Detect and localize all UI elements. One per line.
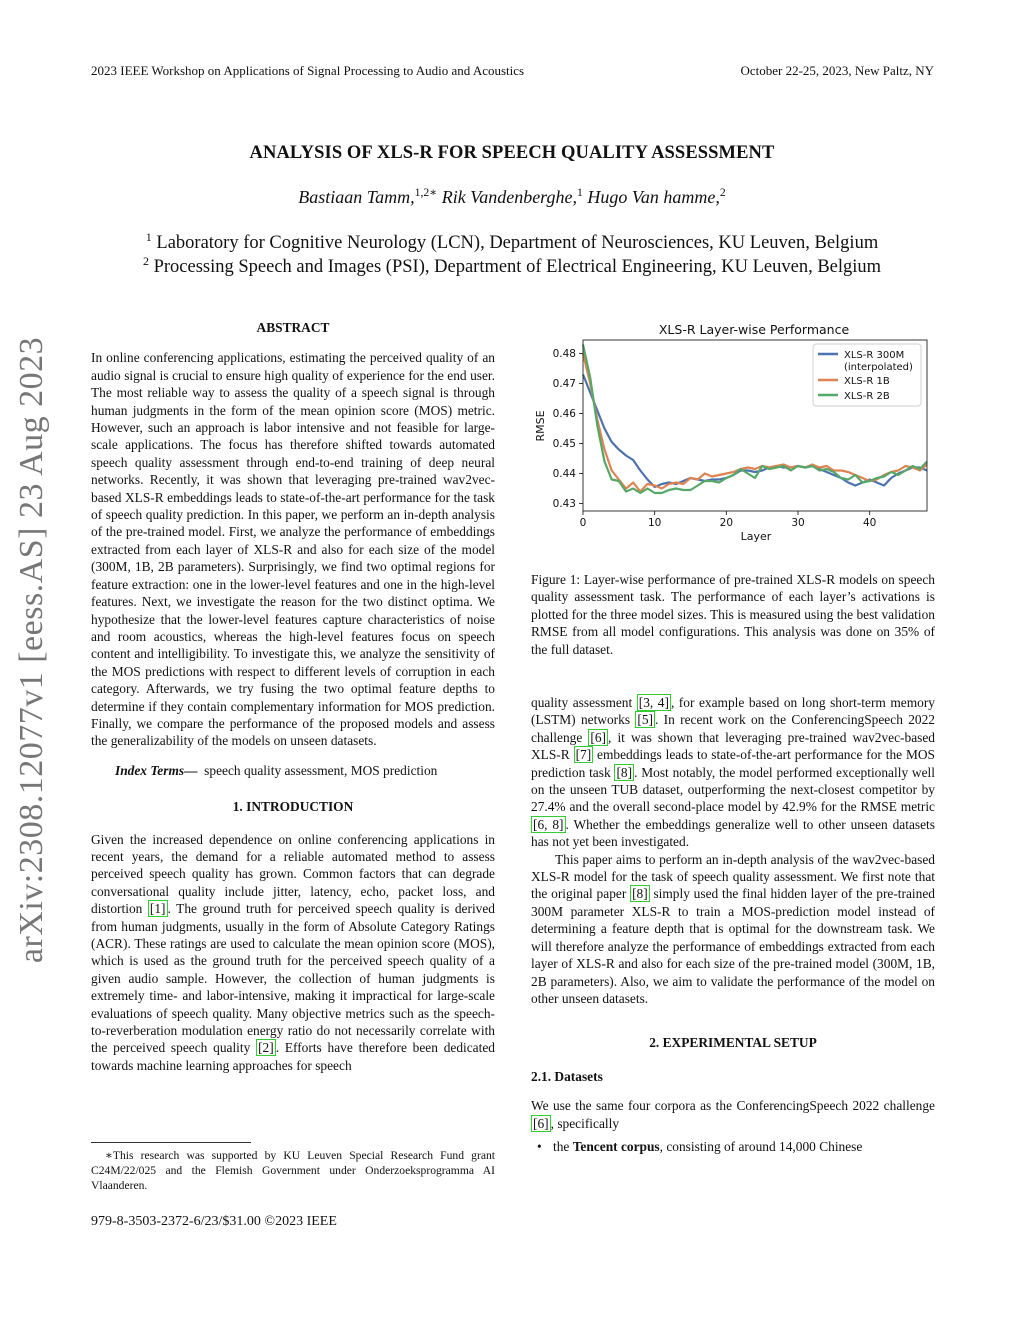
footnote: ∗This research was supported by KU Leuven Special Research Fund grant C24M/22/025 and the Flemish Government under Onderzoeksprogramma AI Vlaanderen. [91,1149,495,1192]
affil-mark: 1 [145,230,152,244]
arxiv-id: arXiv:2308.12077v1 [eess.AS] 23 Aug 2023 [13,336,50,964]
legend-entry: XLS-R 300M [844,350,905,361]
figure-1 [530,318,940,550]
legend-entry: XLS-R 1B [844,376,890,387]
legend-entry-sub: (interpolated) [844,362,913,373]
paper-title: ANALYSIS OF XLS-R FOR SPEECH QUALITY ASSESSMENT [249,143,775,163]
text-run: , consisting of around 14,000 Chinese [659,1138,863,1154]
dataset-name: Tencent corpus [572,1138,660,1154]
arxiv-stamp [12,336,52,964]
legend-entry: XLS-R 2B [844,391,890,402]
citation-link[interactable]: [5] [637,712,653,728]
text-run: Given the increased dependence on online conferencing applications in recent years, the demand for a reliable automated method to assess perceived speech quality has grown. Common factors that can degrade conversational quality include jitter, latency, echo, packet loss, and distortion [91,831,495,917]
citation-link[interactable]: [6, 8] [533,816,564,832]
copyright-line: 979-8-3503-2372-6/23/$31.00 ©2023 IEEE [91,1214,337,1229]
y-tick-label: 0.44 [552,468,576,480]
footnote-rule [91,1142,251,1143]
text-run: . The ground truth for perceived speech quality is derived from human judgments, usually in the form of Absolute Category Ratings (ACR). These ratings are used to calculate the mean opinion score (MOS), which is used as the ground truth for the perceived speech quality of a given audio sample. However, the collection of human judgments is extremely time- and labor-intensive, making it impractical for large-scale evaluations of speech quality. Many objective metrics such as the speech-to-reverberation modulation energy ratio do not necessarily correlate with the perceived speech quality [91,901,495,1056]
intro-paragraph-continued [531,694,935,851]
citation-link[interactable]: [8] [616,764,633,780]
intro-paragraph-aims [531,851,935,1008]
y-tick-label: 0.46 [552,408,576,420]
x-axis-label: Layer [740,530,772,543]
x-tick-label: 40 [862,517,877,529]
text-run: quality assessment [531,695,637,710]
section-heading-introduction: 1. INTRODUCTION [232,799,354,815]
citation-link[interactable]: [8] [632,886,648,902]
subsection-heading-datasets: 2.1. Datasets [531,1068,603,1084]
author-affil-mark: 2 [719,186,726,199]
citation-link[interactable]: [6] [533,1115,549,1131]
rmse-line-chart [530,318,940,550]
citation-link[interactable]: [3, 4] [638,695,669,710]
affil-text: Processing Speech and Images (PSI), Department of Electrical Engineering, KU Leuven, Belgium [153,257,882,278]
section-heading-setup: 2. EXPERIMENTAL SETUP [649,1035,817,1051]
x-tick-label: 20 [719,517,734,529]
y-tick-label: 0.43 [552,498,576,510]
abstract-text: In online conferencing applications, estimating the perceived quality of an audio signal is crucial to ensure high quality of experience for the end user. The most reliable way to assess the quality of a speech signal is through human judgments in the form of the mean opinion score (MOS) metric. However, such an approach is labor intensive and not feasible for large-scale applications. The focus has therefore shifted towards automated speech quality assessment through end-to-end training of deep neural networks. Recently, it was shown that leveraging pre-trained wav2vec-based XLS-R embeddings leads to state-of-the-art performance for the task of speech quality prediction. In this paper, we perform an in-depth analysis of the pre-trained model. First, we analyze the performance of embeddings extracted from each layer of XLS-R and also for each size of the model (300M, 1B, 2B parameters). Surprisingly, we find two optimal regions for feature extraction: one in the lower-level features and one in the high-level features. Next, we investigate the reason for the two distinct optima. We hypothesize that the lower-level features capture characteristics of noise and room acoustics, whereas the high-level features focus on speech content and intelligibility. To investigate this, we analyze the sensitivity of the MOS predictions with respect to different levels of corruption in each category. Afterwards, we try fusing the two optimal feature depths to determine if they contain complementary information for MOS prediction. Finally, we compare the performance of the proposed models and assess the generalizability of the models on unseen datasets. [91,350,495,749]
right-column [531,694,935,1155]
text-run: , it was shown that leveraging pre-trained wav2vec-based XLS-R [531,729,936,763]
citation-link[interactable]: [1] [149,901,166,917]
index-terms [91,762,495,779]
running-header-left: 2023 IEEE Workshop on Applications of Signal Processing to Audio and Acoustics [91,63,525,78]
author-name: Bastiaan Tamm, [298,187,415,207]
index-terms-label: Index Terms— [115,762,198,778]
running-header-right: October 22-25, 2023, New Paltz, NY [740,63,934,78]
text-run: We use the same four corpora as the ConferencingSpeech 2022 challenge [531,1098,935,1114]
author-name: Rik Vandenberghe, [441,187,578,207]
left-column [91,319,495,1074]
text-run: . Whether the embeddings generalize well to other unseen datasets has not yet been investigated. [531,816,935,850]
author-list [0,185,1024,208]
abstract-heading: ABSTRACT [256,320,330,335]
y-tick-label: 0.47 [552,378,576,390]
text-run: the [553,1138,573,1154]
text-run: , specifically [550,1115,620,1131]
x-tick-label: 0 [579,517,587,529]
text-run: , for example based on long short-term memory (LSTM) networks [531,695,935,728]
author-affil-mark: 1 [577,186,583,199]
author-name: Hugo Van hamme, [587,187,720,207]
datasets-paragraph [531,1097,935,1132]
citation-link[interactable]: [7] [575,747,592,763]
x-tick-label: 30 [791,517,805,529]
datasets-list [531,1138,935,1155]
text-run: . Efforts have therefore been dedicated towards machine learning approaches for speech [91,1040,495,1073]
citation-link[interactable]: [6] [590,729,607,745]
y-tick-label: 0.48 [552,348,576,360]
text-run: This paper aims to perform an in-depth analysis of the wav2vec-based XLS-R model for the task of speech quality assessment. We first note that the original paper [531,851,935,902]
text-run: embeddings leads to state-of-the-art performance for the MOS prediction task [531,747,935,780]
text-run: . In recent work on the ConferencingSpeech 2022 challenge [531,712,935,745]
list-item [531,1138,935,1155]
figure-caption: Figure 1: Layer-wise performance of pre-trained XLS-R models on speech quality assessment task. The performance of each layer’s activations is plotted for the three model sizes. This is measured using the best validation RMSE from all model configurations. This analysis was done on 35% of the full dataset. [531,572,935,657]
citation-link[interactable]: [2] [258,1040,274,1056]
affil-mark: 2 [142,254,149,268]
index-terms-text: speech quality assessment, MOS prediction [204,762,438,778]
y-axis-label: RMSE [534,410,547,442]
author-affil-mark: 1,2∗ [414,186,438,199]
text-run: . Most notably, the model performed exceptionally well on the unseen TUB dataset, outperforming the next-closest competitor by 27.4% and the overall second-place model by 42.9% for the RMSE metric [531,764,935,815]
affiliation-1 [0,230,1024,254]
x-tick-label: 10 [647,517,662,529]
y-tick-label: 0.45 [552,438,576,450]
chart-title: XLS-R Layer-wise Performance [658,322,850,337]
affil-text: Laboratory for Cognitive Neurology (LCN), Department of Neurosciences, KU Leuven, Belgium [156,233,879,254]
intro-paragraph [91,831,495,1075]
text-run: simply used the final hidden layer of the pre-trained 300M parameter XLS-R to train a MOS-prediction model instead of determining a feature depth that is optimal for the downstream task. We will therefore analyze the performance of embeddings extracted from each layer of XLS-R and also for each size of the pre-trained model (300M, 1B, 2B parameters). Also, we aim to validate the performance of the model on other unseen datasets. [531,886,935,1006]
affiliation-2 [0,254,1024,278]
